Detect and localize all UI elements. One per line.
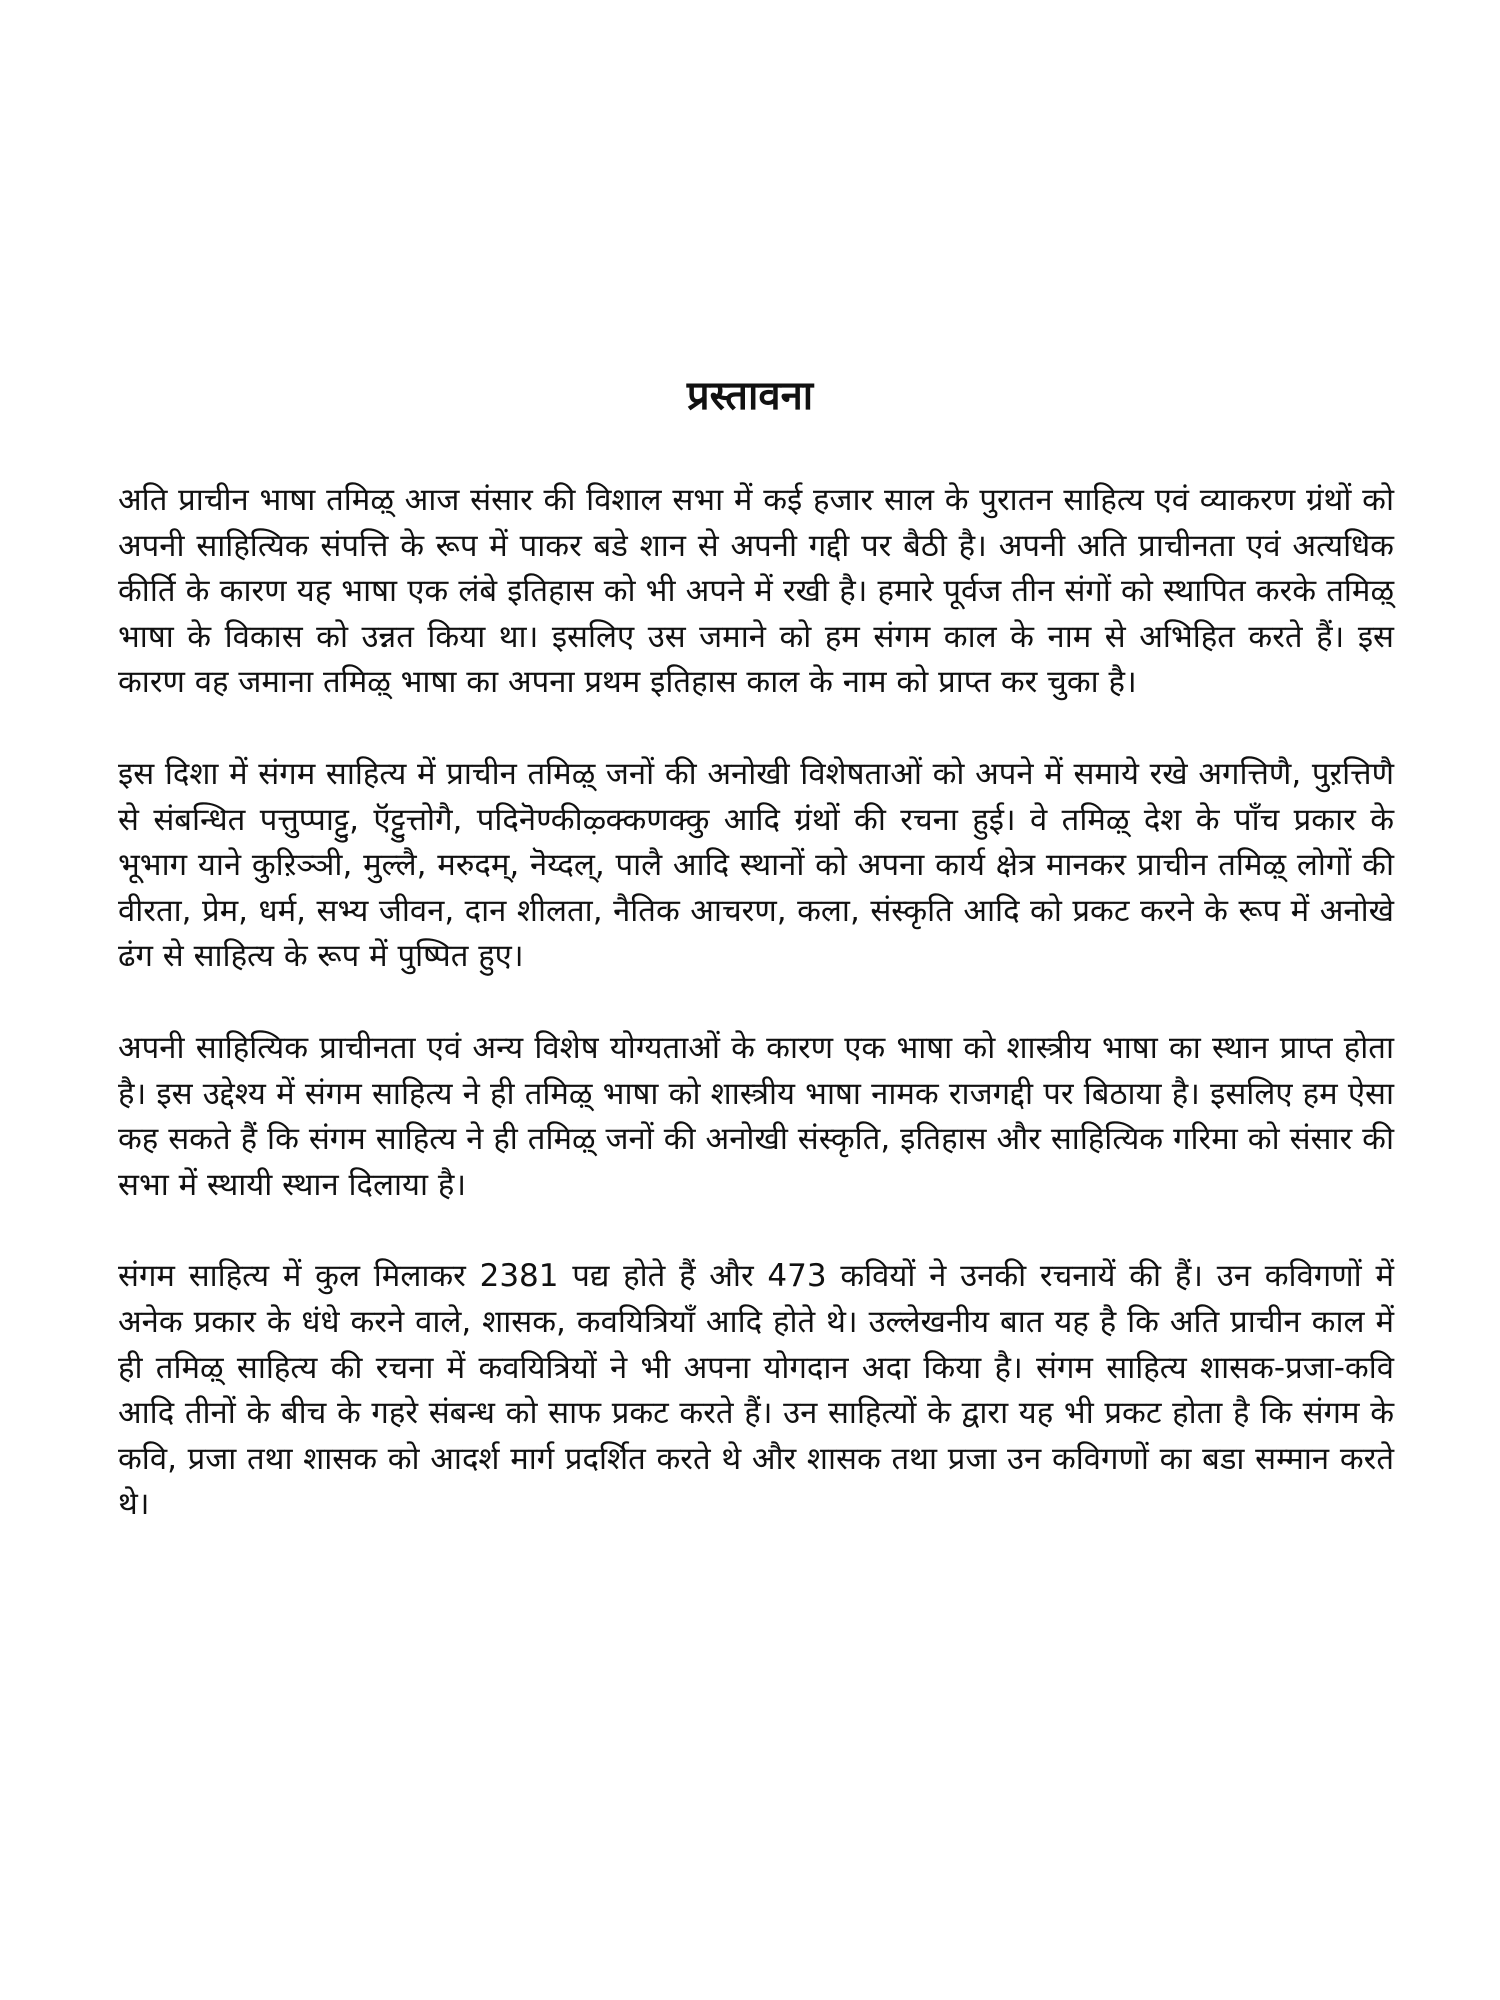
paragraph-2: इस दिशा में संगम साहित्य में प्राचीन तमिऴ् जनों की अनोखी विशेषताओं को अपने में समाये रखे अगत्तिणै, पुऱत्तिणै से संबन्धित पत्तुप्पाट्टु, ऍट्टुत्तोगै, पदिनॆण्कीऴ्क्कणक्कु आदि ग्रंथों की रचना हुई। वे तमिऴ् देश के पाँच प्रकार के भूभाग याने कुऱिञ्ञी, मुल्लै, मरुदम्, नॆय्दल्, पालै आदि स्थानों को अपना कार्य क्षेत्र मानकर प्राचीन तमिऴ् लोगों की वीरता, प्रेम, धर्म, सभ्य जीवन, दान शीलता, नैतिक आचरण, कला, संस्कृति आदि को प्रकट करने के रूप में अनोखे ढंग से साहित्य के रूप में पुष्पित हुए। xyxy=(118,755,1394,975)
page-title: प्रस्तावना xyxy=(686,373,814,419)
paragraph-4: संगम साहित्य में कुल मिलाकर 2381 पद्य होते हैं और 473 कवियों ने उनकी रचनायें की हैं। उन कविगणों में अनेक प्रकार के धंधे करने वाले, शासक, कवयित्रियाँ आदि होते थे। उल्लेखनीय बात यह है कि अति प्राचीन काल में ही तमिऴ् साहित्य की रचना में कवयित्रियों ने भी अपना योगदान अदा किया है। संगम साहित्य शासक-प्रजा-कवि आदि तीनों के बीच के गहरे संबन्ध को साफ प्रकट करते हैं। उन साहित्यों के द्वारा यह भी प्रकट होता है कि संगम के कवि, प्रजा तथा शासक को आदर्श मार्ग प्रदर्शित करते थे और शासक तथा प्रजा उन कविगणों का बडा सम्मान करते थे। xyxy=(118,1258,1394,1523)
body-text xyxy=(118,478,1394,1574)
paragraph-1: अति प्राचीन भाषा तमिऴ् आज संसार की विशाल सभा में कई हजार साल के पुरातन साहित्य एवं व्याकरण ग्रंथों को अपनी साहित्यिक संपत्ति के रूप में पाकर बडे शान से अपनी गद्दी पर बैठी है। अपनी अति प्राचीनता एवं अत्यधिक कीर्ति के कारण यह भाषा एक लंबे इतिहास को भी अपने में रखी है। हमारे पूर्वज तीन संगों को स्थापित करके तमिऴ् भाषा के विकास को उन्नत किया था। इसलिए उस जमाने को हम संगम काल के नाम से अभिहित करते हैं। इस कारण वह जमाना तमिऴ् भाषा का अपना प्रथम इतिहास काल के नाम को प्राप्त कर चुका है। xyxy=(118,482,1394,701)
paragraph-3: अपनी साहित्यिक प्राचीनता एवं अन्य विशेष योग्यताओं के कारण एक भाषा को शास्त्रीय भाषा का स्थान प्राप्त होता है। इस उद्देश्य में संगम साहित्य ने ही तमिऴ् भाषा को शास्त्रीय भाषा नामक राजगद्दी पर बिठाया है। इसलिए हम ऐसा कह सकते हैं कि संगम साहित्य ने ही तमिऴ् जनों की अनोखी संस्कृति, इतिहास और साहित्यिक गरिमा को संसार की सभा में स्थायी स्थान दिलाया है। xyxy=(118,1029,1394,1203)
